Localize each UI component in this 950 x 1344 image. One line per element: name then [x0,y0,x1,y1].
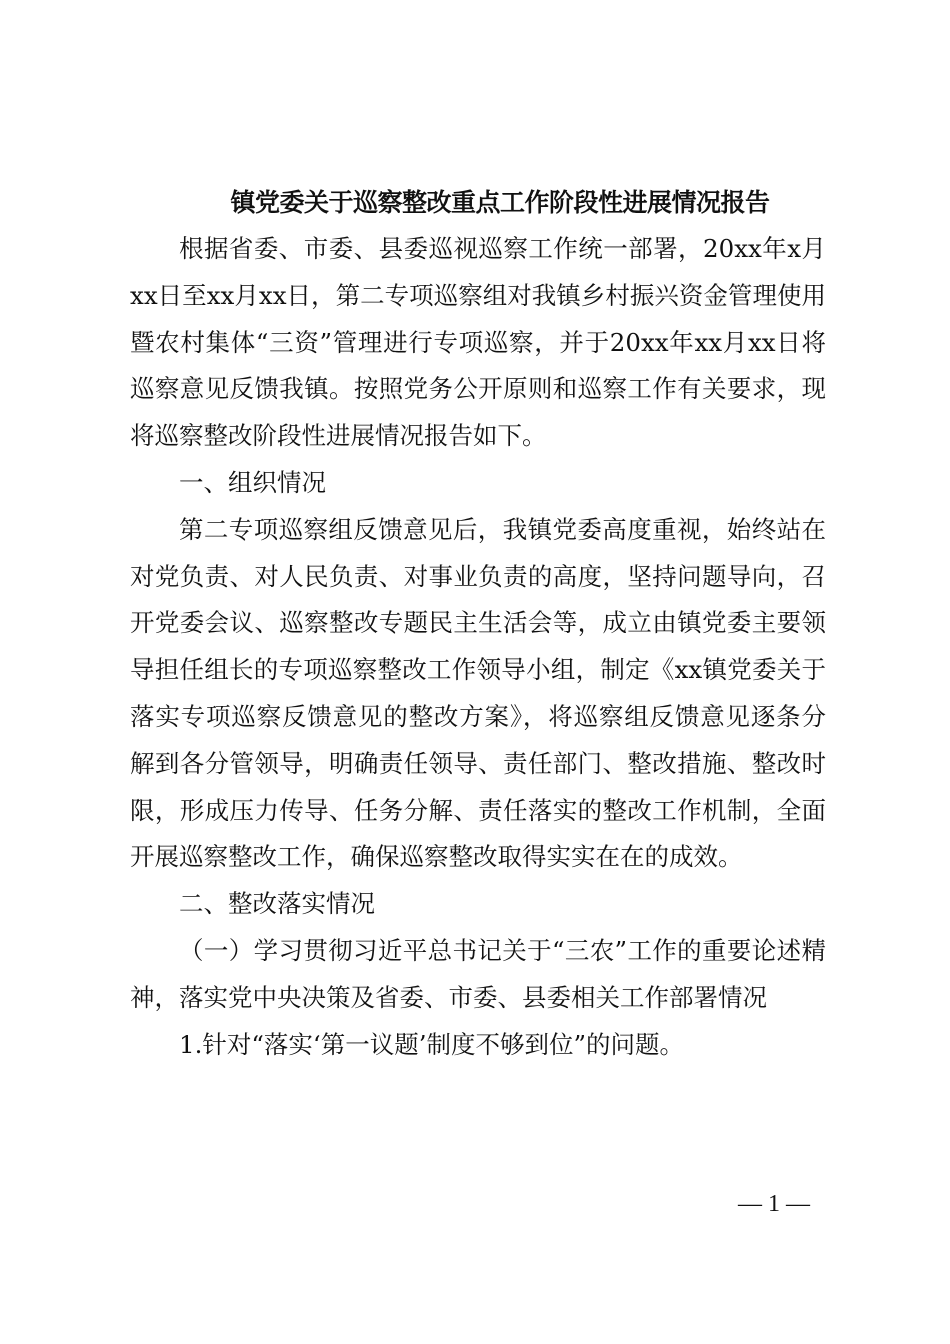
document-title: 镇党委关于巡察整改重点工作阶段性进展情况报告 [230,188,770,217]
page-number: — 1 — [738,1191,810,1217]
section-heading-rectification: 二、整改落实情况 [179,889,375,919]
intro-paragraph: 根据省委、市委、县委巡视巡察工作统一部署，20xx年x月xx日至xx月xx日，第二专项巡察组对我镇乡村振兴资金管理使用暨农村集体“三资”管理进行专项巡察，并于20xx年xx月xx日将巡察意见反馈我镇。按照党务公开原则和巡察工作有关要求，现将巡察整改阶段性进展情况报告如下。 [130,234,826,451]
section-heading-organization: 一、组织情况 [179,467,326,497]
subsection-heading: （一）学习贯彻习近平总书记关于“三农”工作的重要论述精神，落实党中央决策及省委、市委、县委相关工作部署情况 [130,935,826,1012]
numbered-item: 1.针对“落实‘第一议题’制度不够到位”的问题。 [179,1029,684,1059]
organization-paragraph: 第二专项巡察组反馈意见后，我镇党委高度重视，始终站在对党负责、对人民负责、对事业负责的高度，坚持问题导向，召开党委会议、巡察整改专题民主生活会等，成立由镇党委主要领导担任组长的专项巡察整改工作领导小组，制定《xx镇党委关于落实专项巡察反馈意见的整改方案》，将巡察组反馈意见逐条分解到各分管领导，明确责任领导、责任部门、整改措施、整改时限，形成压力传导、任务分解、责任落实的整改工作机制，全面开展巡察整改工作，确保巡察整改取得实实在在的成效。 [130,514,826,872]
document-body [130,226,826,1068]
